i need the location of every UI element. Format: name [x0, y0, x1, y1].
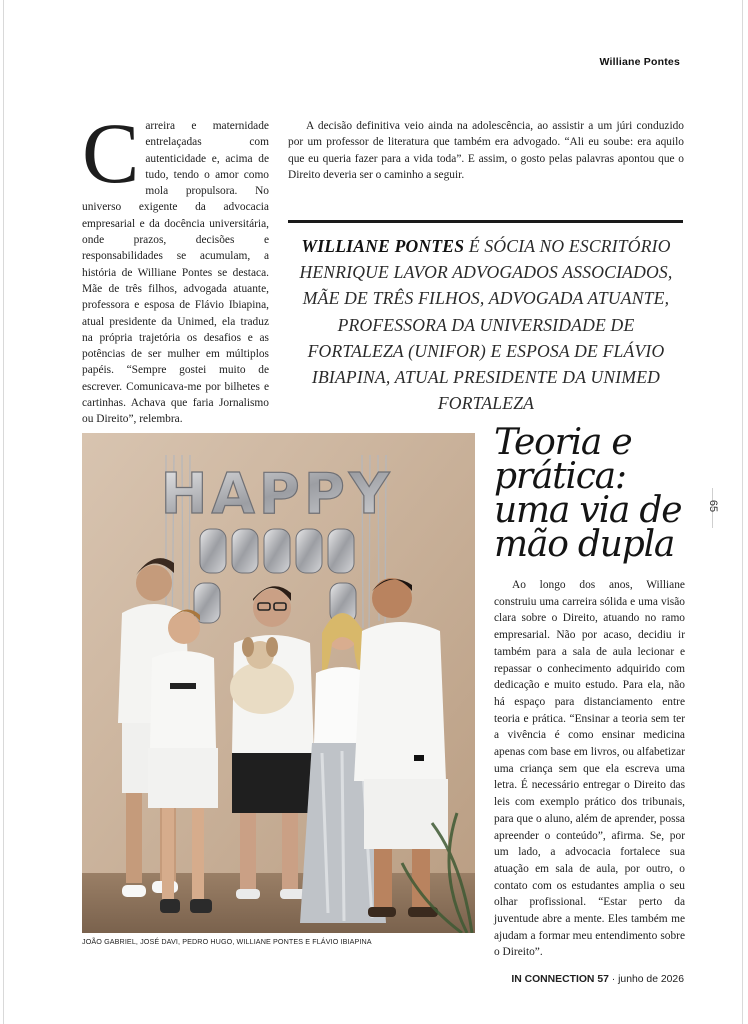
pull-quote-name: WILLIANE PONTES [301, 236, 465, 256]
photo-caption: JOÃO GABRIEL, JOSÉ DAVI, PEDRO HUGO, WILLIANE PONTES E FLÁVIO IBIAPINA [82, 937, 372, 946]
pull-quote-text: É SÓCIA NO ESCRITÓRIO HENRIQUE LAVOR ADVOGADOS ASSOCIADOS, MÃE DE TRÊS FILHOS, ADVOGADA ATUANTE, PROFESSORA DA UNIVERSIDADE DE FORTALEZA (UNIFOR) E ESPOSA DE FLÁVIO IBIAPINA, ATUAL PRESIDENTE DA UNIMED FORTALEZA [299, 236, 673, 414]
footer-date: · junho de 2026 [608, 974, 684, 985]
pull-quote-rule [288, 220, 683, 223]
page-number: 65 [707, 499, 719, 513]
section-title: Teoria e prática: uma via de mão dupla [494, 422, 682, 565]
footer [511, 974, 684, 985]
footer-magazine: IN CONNECTION 57 [511, 974, 609, 985]
pull-quote [292, 233, 680, 416]
top-right-paragraph: A decisão definitiva veio ainda na adolescência, ao assistir a um júri conduzido por um professor de literatura que também era advogado. “Ali eu soube: era aquilo que eu queria fazer para a vida toda”. E assim, o gosto pelas palavras apontou que o Direito deveria ser o caminho a seguir. [288, 120, 684, 182]
drop-cap: C [82, 105, 140, 201]
intro-column [82, 105, 269, 428]
intro-text: arreira e maternidade entrelaçadas com autenticidade e, acima de tudo, tendo o amor como mola propulsora. No universo exigente da advocacia empresarial e da docência universitária, onde prazos, decisões e responsabilidades se acumulam, a história de Williane Pontes se destaca. Mãe de três filhos, advogada atuante, professora e esposa de Flávio Ibiapina, atual presidente da Unimed, ela traduz na própria trajetória os desafios e as potências de ser mulher em múltiplos papéis. “Sempre gostei muito de escrever. Comunicava-me por bilhetes e cartinhas. Achava que faria Jornalismo ou Direito”, relembra. [82, 120, 269, 426]
family-photo [82, 433, 475, 933]
section-body: Ao longo dos anos, Williane construiu uma carreira sólida e uma visão clara sobre o Direito, atuando no ramo empresarial. Não por acaso, decidiu ir também para a sala de aula lecionar e repassar o conhecimento adquirido com dedicação e muito estudo. Para ela, não há espaço para distanciamento entre teoria e prática. “Ensinar a teoria sem ter a vivência é como ensinar medicina apenas com base em livros, ou alfabetizar uma criança sem que ela escreva uma letra. É necessário entregar o Direito das leis com exemplo prático dos tribunais, para que o aluno, além de aprender, possa apreender o conteúdo”, afirma. Se, por um lado, a advocacia fortalece sua atuação em sala de aula, por outro, o contato com os estudantes amplia o seu olhar profissional. “Estar perto da juventude abre a mente. Eles também me ajudam a formar meu entendimento sobre o Direito”. [494, 579, 685, 959]
balloon-text: HAPPY [160, 462, 394, 527]
running-head-author: Williane Pontes [599, 56, 680, 68]
